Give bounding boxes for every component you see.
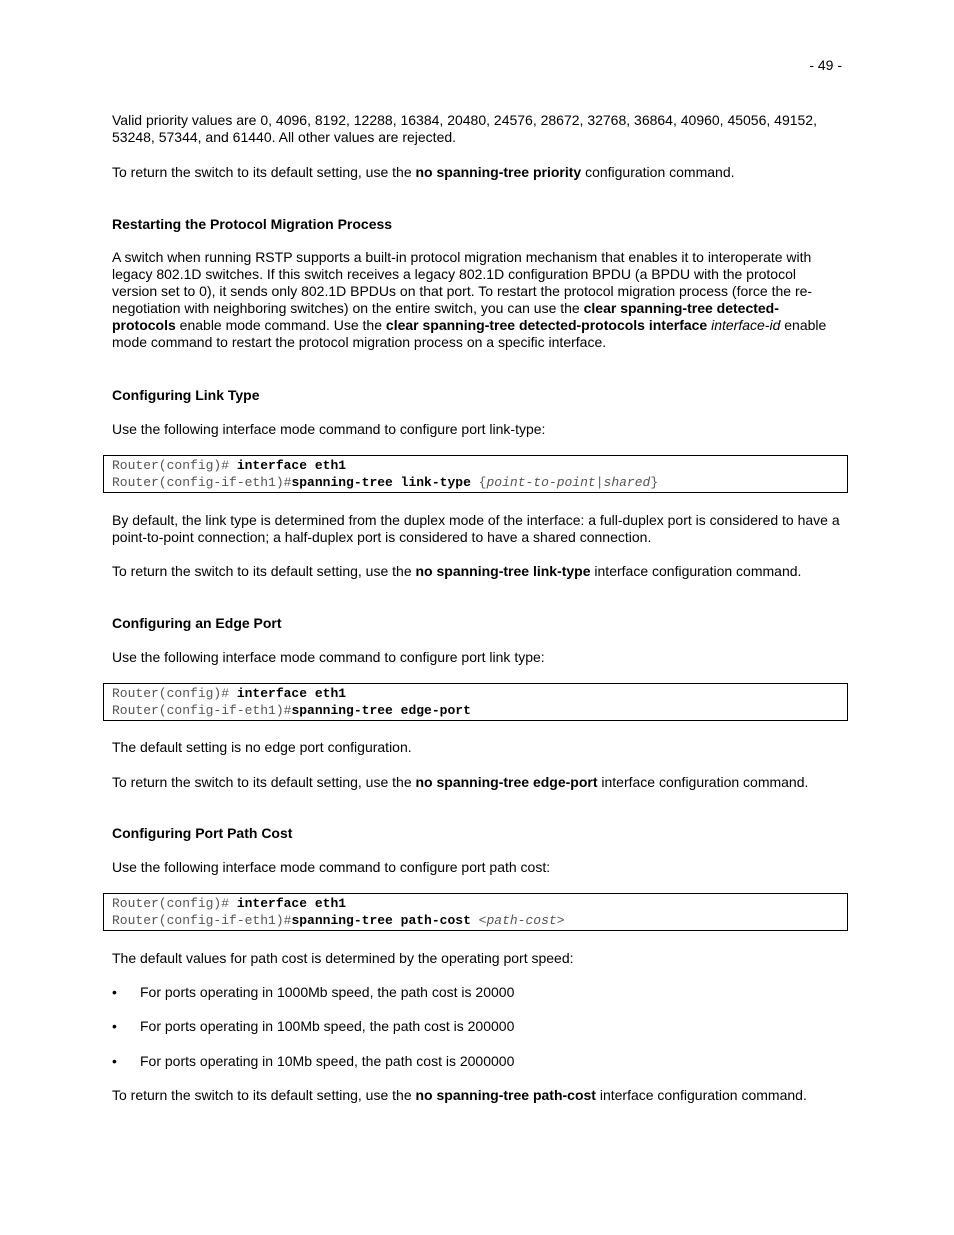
migration-paragraph [112, 249, 844, 351]
edge-port-heading: Configuring an Edge Port [112, 615, 282, 631]
migration-line-4: negotiation with neighboring switches) on the entire switch, you can use the clear spanning-tree detected- [112, 300, 779, 316]
code-line: Router(config)# interface eth1 [112, 458, 347, 473]
path-cost-default: The default values for path cost is determined by the operating port speed: [112, 950, 574, 966]
link-type-default-line-1: By default, the link type is determined from the duplex mode of the interface: a full-duplex port is considered to have a [112, 512, 840, 528]
edge-port-return-paragraph: To return the switch to its default setting, use the no spanning-tree edge-port interface configuration command. [112, 774, 809, 790]
link-type-code-block [103, 455, 848, 493]
edge-port-code-block [103, 683, 848, 721]
path-cost-intro: Use the following interface mode command to configure port path cost: [112, 859, 551, 875]
path-cost-code-block [103, 893, 848, 931]
code-line: Router(config)# interface eth1 [112, 686, 347, 701]
migration-line-6: mode command to restart the protocol migration process on a specific interface. [112, 334, 607, 350]
link-type-default-paragraph [112, 512, 844, 546]
link-type-intro: Use the following interface mode command to configure port link-type: [112, 421, 546, 437]
bullet-icon: • [112, 1053, 117, 1069]
edge-port-default: The default setting is no edge port configuration. [112, 739, 412, 755]
migration-line-2: legacy 802.1D switches. If this switch receives a legacy 802.1D configuration BPDU (a BPDU with the protocol [112, 266, 796, 282]
link-type-return-paragraph: To return the switch to its default setting, use the no spanning-tree link-type interface configuration command. [112, 563, 802, 579]
page-number: - 49 - [809, 57, 842, 73]
code-line: Router(config-if-eth1)#spanning-tree link-type {point-to-point|shared} [112, 475, 659, 490]
migration-line-1: A switch when running RSTP supports a built-in protocol migration mechanism that enables it to interoperate with [112, 249, 812, 265]
bullet-icon: • [112, 984, 117, 1000]
code-line: Router(config)# interface eth1 [112, 896, 347, 911]
bullet-icon: • [112, 1018, 117, 1034]
priority-return-paragraph: To return the switch to its default setting, use the no spanning-tree priority configuration command. [112, 164, 735, 180]
priority-values-paragraph: Valid priority values are 0, 4096, 8192, 12288, 16384, 20480, 24576, 28672, 32768, 36864, 40960, 45056, 49152, 53248, 57344, and 61440. All other values are rejected. [112, 112, 817, 145]
code-line: Router(config-if-eth1)#spanning-tree path-cost <path-cost> [112, 913, 565, 928]
migration-line-5: protocols enable mode command. Use the clear spanning-tree detected-protocols interface interface-id enable [112, 317, 827, 333]
migration-heading: Restarting the Protocol Migration Process [112, 216, 393, 232]
edge-port-intro: Use the following interface mode command to configure port link type: [112, 649, 545, 665]
code-line: Router(config-if-eth1)#spanning-tree edge-port [112, 703, 471, 718]
link-type-default-line-2: point-to-point connection; a half-duplex port is considered to have a shared connection. [112, 529, 652, 545]
link-type-heading: Configuring Link Type [112, 387, 260, 403]
path-cost-return-paragraph: To return the switch to its default setting, use the no spanning-tree path-cost interface configuration command. [112, 1087, 807, 1103]
migration-line-3: version set to 0), it sends only 802.1D BPDUs on that port. To restart the protocol migration process (force the re- [112, 283, 813, 299]
path-cost-heading: Configuring Port Path Cost [112, 825, 293, 841]
